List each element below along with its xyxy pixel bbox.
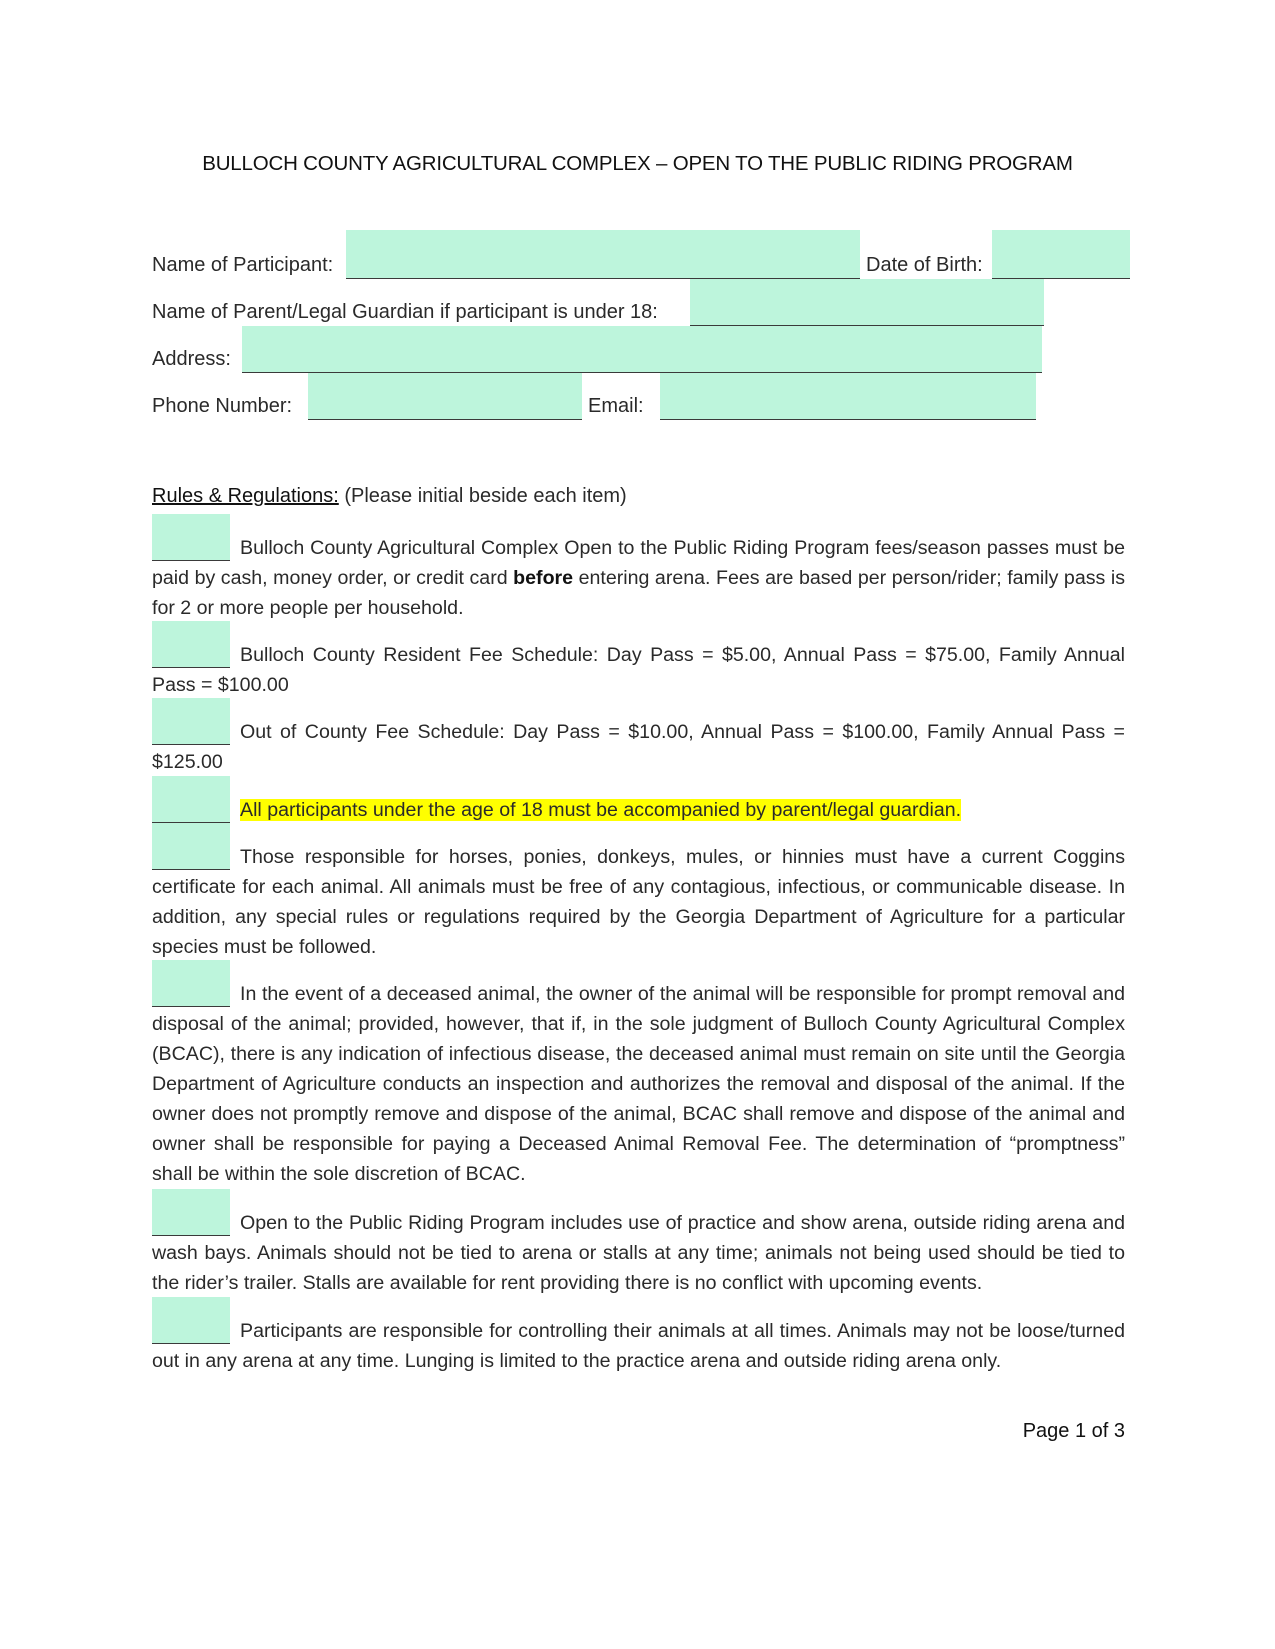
- date-of-birth-field[interactable]: [992, 230, 1130, 279]
- rule-1-text-before: Bulloch County Agricultural Complex Open to the Public Riding Program fees/season passes must be paid by cash, money order, or credit card: [152, 537, 1125, 589]
- document-title: BULLOCH COUNTY AGRICULTURAL COMPLEX – OPEN TO THE PUBLIC RIDING PROGRAM: [202, 152, 1073, 175]
- phone-number-input[interactable]: [308, 373, 582, 419]
- dob-label: Date of Birth:: [866, 254, 983, 276]
- guardian-name-field[interactable]: [690, 279, 1044, 326]
- email-field[interactable]: [660, 373, 1036, 420]
- address-label: Address:: [152, 348, 231, 370]
- rule-item-8: [152, 1316, 1125, 1376]
- rule-5-text: Those responsible for horses, ponies, donkeys, mules, or hinnies must have a current Coggins certificate for each animal. All animals must be free of any contagious, infectious, or communicable disease. In addition, any special rules or regulations required by the Georgia Department of Agriculture for a particular species must be followed.: [152, 846, 1125, 958]
- rule-item-4: [152, 795, 1125, 825]
- rule-item-6: [152, 979, 1125, 1189]
- address-field[interactable]: [242, 326, 1042, 373]
- rule-1-text-after: entering arena. Fees are based per person/rider; family pass is for 2 or more people per household.: [152, 567, 1125, 619]
- participant-name-field[interactable]: [346, 230, 860, 279]
- rules-instruction: (Please initial beside each item): [344, 485, 627, 507]
- rule-3-text: Out of County Fee Schedule: Day Pass = $10.00, Annual Pass = $100.00, Family Annual Pass = $125.00: [152, 721, 1125, 773]
- rule-item-2: [152, 640, 1125, 700]
- rules-heading: [152, 485, 627, 508]
- email-input[interactable]: [660, 373, 1036, 419]
- participant-label: Name of Participant:: [152, 254, 334, 276]
- rule-8-text: Participants are responsible for controlling their animals at all times. Animals may not be loose/turned out in any arena at any time. Lunging is limited to the practice arena and outside riding arena only.: [152, 1320, 1125, 1372]
- rules-heading-title: Rules & Regulations:: [152, 485, 339, 507]
- rule-7-text: Open to the Public Riding Program includes use of practice and show arena, outside riding arena and wash bays. Animals should not be tied to arena or stalls at any time; animals not being used should be tied to the rider’s trailer. Stalls are available for rent providing there is no conflict with upcoming events.: [152, 1212, 1125, 1294]
- rule-item-3: [152, 717, 1125, 777]
- address-input[interactable]: [242, 326, 1042, 372]
- rule-item-5: [152, 842, 1125, 962]
- date-of-birth-input[interactable]: [992, 230, 1130, 278]
- phone-number-field[interactable]: [308, 373, 582, 420]
- phone-label: Phone Number:: [152, 395, 293, 417]
- rule-item-7: [152, 1208, 1125, 1298]
- rule-2-text: Bulloch County Resident Fee Schedule: Day Pass = $5.00, Annual Pass = $75.00, Family Annual Pass = $100.00: [152, 644, 1125, 696]
- participant-name-input[interactable]: [346, 230, 860, 278]
- email-label: Email:: [588, 395, 644, 417]
- rule-6-text: In the event of a deceased animal, the owner of the animal will be responsible for prompt removal and disposal of the animal; provided, however, that if, in the sole judgment of Bulloch County Agricultural Complex (BCAC), there is any indication of infectious disease, the deceased animal must remain on site until the Georgia Department of Agriculture conducts an inspection and authorizes the removal and disposal of the animal. If the owner does not promptly remove and dispose of the animal, BCAC shall remove and dispose of the animal and owner shall be responsible for paying a Deceased Animal Removal Fee. The determination of “promptness” shall be within the sole discretion of BCAC.: [152, 983, 1125, 1185]
- rule-1-bold: before: [513, 567, 574, 589]
- guardian-label: Name of Parent/Legal Guardian if participant is under 18:: [152, 301, 658, 323]
- rule-4-highlight-text: All participants under the age of 18 must be accompanied by parent/legal guardian.: [240, 799, 962, 821]
- guardian-name-input[interactable]: [690, 279, 1044, 325]
- page-number: Page 1 of 3: [1022, 1420, 1125, 1442]
- rule-item-1: [152, 533, 1125, 623]
